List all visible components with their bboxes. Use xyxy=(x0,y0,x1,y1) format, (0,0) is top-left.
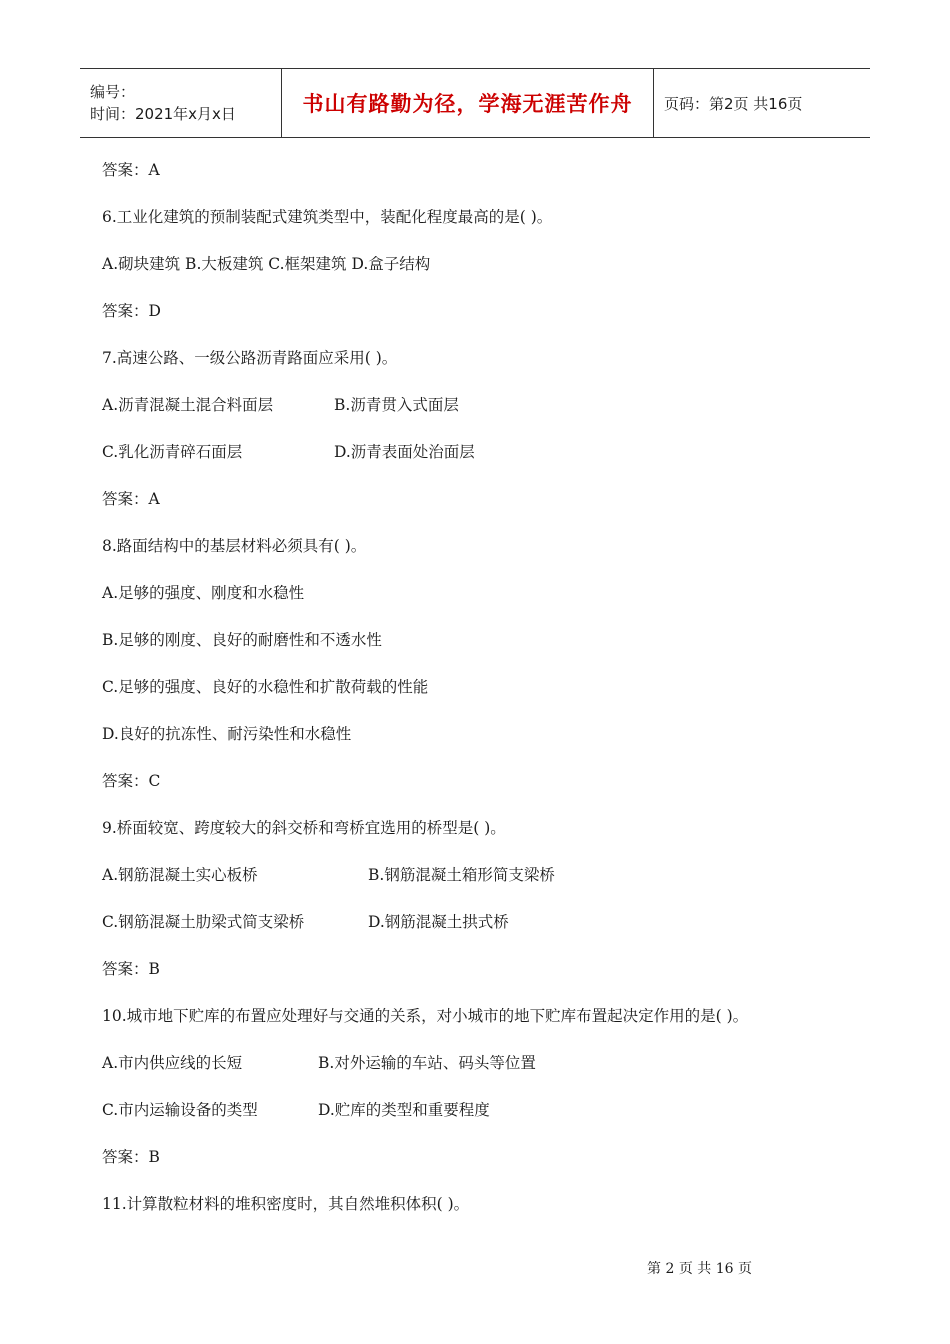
question-8-option-d: D.良好的抗冻性、耐污染性和水稳性 xyxy=(102,725,352,743)
header-motto-cell xyxy=(282,69,654,137)
question-10-options-row1 xyxy=(102,1053,702,1073)
question-8-option-b: B.足够的刚度、良好的耐磨性和不透水性 xyxy=(102,631,382,649)
option-d: D.贮库的类型和重要程度 xyxy=(318,1101,490,1119)
question-9-options-row2 xyxy=(102,912,702,932)
option-b: B.钢筋混凝土箱形简支梁桥 xyxy=(368,866,555,884)
option-a: A.钢筋混凝土实心板桥 xyxy=(102,866,258,884)
question-11: 11.计算散粒材料的堆积密度时，其自然堆积体积( )。 xyxy=(102,1195,470,1213)
document-time-label: 时间：2021年x月x日 xyxy=(90,105,236,123)
question-8: 8.路面结构中的基层材料必须具有( )。 xyxy=(102,537,367,555)
answer-7: 答案：A xyxy=(102,490,160,508)
page-footer: 第 2 页 共 16 页 xyxy=(647,1261,752,1277)
question-8-option-c: C.足够的强度、良好的水稳性和扩散荷载的性能 xyxy=(102,678,429,696)
document-number-label: 编号： xyxy=(90,83,136,101)
answer-6: 答案：D xyxy=(102,302,161,320)
header-motto: 书山有路勤为径，学海无涯苦作舟 xyxy=(302,92,633,116)
option-d: D.沥青表面处治面层 xyxy=(334,443,475,461)
answer-9: 答案：B xyxy=(102,960,160,978)
header-page-info: 页码：第2页 共16页 xyxy=(664,94,803,113)
header-meta xyxy=(80,69,282,137)
option-a: A.市内供应线的长短 xyxy=(102,1054,243,1072)
option-c: C.钢筋混凝土肋梁式简支梁桥 xyxy=(102,913,305,931)
page-header xyxy=(80,68,870,138)
question-6: 6.工业化建筑的预制装配式建筑类型中，装配化程度最高的是( )。 xyxy=(102,208,553,226)
question-7-options-row1 xyxy=(102,395,702,415)
answer-8: 答案：C xyxy=(102,772,161,790)
question-9-options-row1 xyxy=(102,865,702,885)
option-c: C.乳化沥青碎石面层 xyxy=(102,443,243,461)
question-6-options: A.砌块建筑 B.大板建筑 C.框架建筑 D.盒子结构 xyxy=(102,255,431,273)
question-10-options-row2 xyxy=(102,1100,702,1120)
question-10: 10.城市地下贮库的布置应处理好与交通的关系，对小城市的地下贮库布置起决定作用的是( )。 xyxy=(102,1007,749,1025)
question-7-options-row2 xyxy=(102,442,702,462)
answer-5: 答案：A xyxy=(102,161,160,179)
option-c: C.市内运输设备的类型 xyxy=(102,1101,258,1119)
question-7: 7.高速公路、一级公路沥青路面应采用( )。 xyxy=(102,349,398,367)
option-d: D.钢筋混凝土拱式桥 xyxy=(368,913,509,931)
question-9: 9.桥面较宽、跨度较大的斜交桥和弯桥宜选用的桥型是( )。 xyxy=(102,819,506,837)
option-a: A.沥青混凝土混合料面层 xyxy=(102,396,274,414)
option-b: B.沥青贯入式面层 xyxy=(334,396,459,414)
question-8-option-a: A.足够的强度、刚度和水稳性 xyxy=(102,584,305,602)
answer-10: 答案：B xyxy=(102,1148,160,1166)
option-b: B.对外运输的车站、码头等位置 xyxy=(318,1054,536,1072)
